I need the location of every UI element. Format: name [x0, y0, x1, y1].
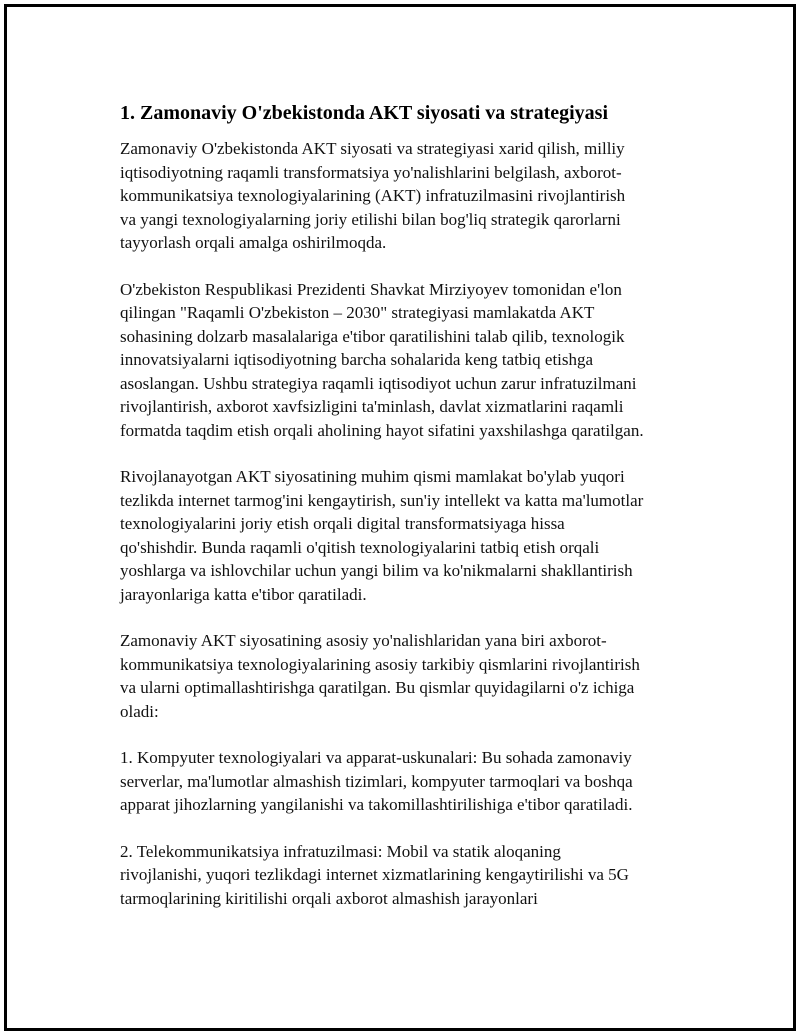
- text-line: Zamonaviy O'zbekistonda AKT siyosati va strategiyasi xarid qilish, milliy: [120, 139, 625, 158]
- text-line: serverlar, ma'lumotlar almashish tizimlari, kompyuter tarmoqlari va boshqa: [120, 771, 633, 791]
- text-line: qo'shishdir. Bunda raqamli o'qitish texnologiyalarini tatbiq etish orqali: [120, 537, 600, 557]
- text-line: kommunikatsiya texnologiyalarining (AKT) infratuzilmasini rivojlantirish: [120, 186, 626, 205]
- text-line: va yangi texnologiyalarning joriy etilishi bilan bog'liq strategik qarorlarni: [120, 209, 621, 229]
- text-line: jarayonlariga katta e'tibor qaratiladi.: [120, 584, 367, 604]
- paragraph-intro: [120, 137, 695, 255]
- document-page: [4, 4, 796, 1031]
- text-line: rivojlanishi, yuqori tezlikdagi internet xizmatlarining kengaytirilishi va 5G: [120, 865, 629, 884]
- text-line: qilingan "Raqamli O'zbekiston – 2030" strategiyasi mamlakatda AKT: [120, 303, 595, 322]
- text-line: apparat jihozlarning yangilanishi va takomillashtirilishiga e'tibor qaratiladi.: [120, 795, 633, 814]
- section-title: 1. Zamonaviy O'zbekistonda AKT siyosati va strategiyasi: [120, 102, 609, 124]
- text-line: 2. Telekommunikatsiya infratuzilmasi: Mobil va statik aloqaning: [120, 841, 561, 861]
- text-line: tarmoqlarining kiritilishi orqali axborot almashish jarayonlari: [120, 888, 538, 908]
- text-line: va ularni optimallashtirishga qaratilgan. Bu qismlar quyidagilarni o'z ichiga: [120, 678, 635, 697]
- paragraph-components: [120, 629, 695, 723]
- text-line: formatda taqdim etish orqali aholining hayot sifatini yaxshilashga qaratilgan.: [120, 420, 644, 440]
- text-line: innovatsiyalarni iqtisodiyotning barcha sohalarida keng tatbiq etishga: [120, 350, 594, 369]
- text-line: sohasining dolzarb masalalariga e'tibor qaratilishini talab qilib, texnologik: [120, 326, 625, 346]
- text-line: O'zbekiston Respublikasi Prezidenti Shavkat Mirziyoyev tomonidan e'lon: [120, 279, 622, 299]
- document-body: [120, 99, 695, 933]
- text-line: yoshlarga va ishlovchilar uchun yangi bilim va ko'nikmalarni shakllantirish: [120, 561, 633, 580]
- list-item-computer-technologies: [120, 746, 695, 817]
- text-line: rivojlantirish, axborot xavfsizligini ta'minlash, davlat xizmatlarini raqamli: [120, 397, 624, 416]
- paragraph-development: [120, 465, 695, 606]
- text-line: Zamonaviy AKT siyosatining asosiy yo'nalishlaridan yana biri axborot-: [120, 631, 607, 650]
- text-line: kommunikatsiya texnologiyalarining asosiy tarkibiy qismlarini rivojlantirish: [120, 654, 640, 674]
- paragraph-strategy: [120, 278, 695, 443]
- text-line: iqtisodiyotning raqamli transformatsiya yo'nalishlarini belgilash, axborot-: [120, 162, 622, 182]
- text-line: 1. Kompyuter texnologiyalari va apparat-uskunalari: Bu sohada zamonaviy: [120, 748, 632, 767]
- text-line: Rivojlanayotgan AKT siyosatining muhim qismi mamlakat bo'ylab yuqori: [120, 467, 625, 486]
- list-item-telecom-infrastructure: [120, 840, 695, 911]
- text-line: tayyorlash orqali amalga oshirilmoqda.: [120, 233, 387, 252]
- text-line: asoslangan. Ushbu strategiya raqamli iqtisodiyot uchun zarur infratuzilmani: [120, 373, 637, 393]
- text-line: texnologiyalarini joriy etish orqali digital transformatsiyaga hissa: [120, 514, 565, 533]
- text-line: tezlikda internet tarmog'ini kengaytirish, sun'iy intellekt va katta ma'lumotlar: [120, 490, 644, 510]
- text-line: oladi:: [120, 701, 159, 721]
